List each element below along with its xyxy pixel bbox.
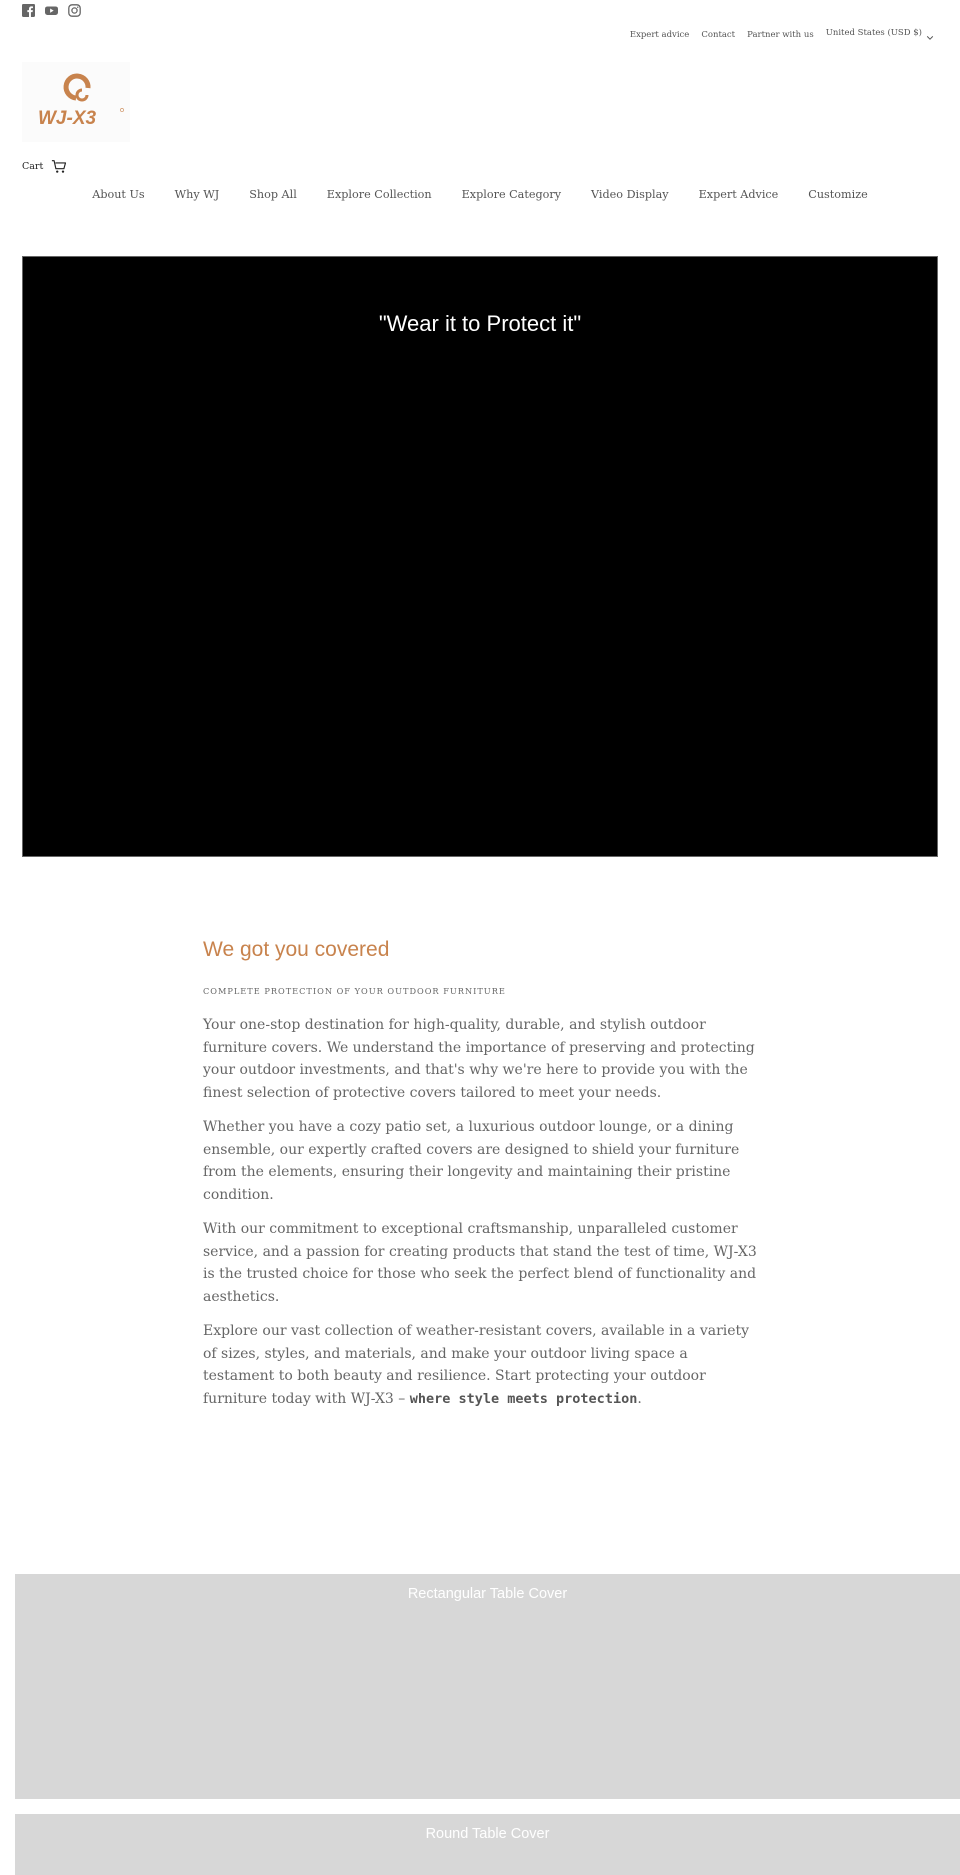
wj-x3-logo-icon xyxy=(36,72,126,132)
nav-about-us[interactable]: About Us xyxy=(92,188,145,201)
hero-title: "Wear it to Protect it" xyxy=(378,311,582,336)
cart-link[interactable] xyxy=(22,159,67,174)
nav-why-wj[interactable]: Why WJ xyxy=(174,188,220,201)
intro-heading: We got you covered xyxy=(203,938,390,961)
logo-wordmark: WJ-X3 xyxy=(38,108,97,129)
chevron-down-icon xyxy=(926,34,934,42)
currency-selector[interactable] xyxy=(826,28,934,42)
intro-last-text: Explore our vast collection of weather-resistant covers, available in a variety of sizes, styles, and materials, and make your outdoor living space a testament to both beauty and resilience. Start protecting your outdoor furniture today with WJ-X3 – xyxy=(203,1323,750,1407)
youtube-icon[interactable] xyxy=(45,4,58,17)
intro-paragraph: With our commitment to exceptional craftsmanship, unparalleled customer service, and a passion for creating products that stand the test of time, WJ-X3 is the trusted choice for those who seek the perfect blend of functionality and aesthetics. xyxy=(203,1221,757,1305)
shopping-cart-icon xyxy=(51,159,67,174)
category-card-round[interactable] xyxy=(15,1814,960,1875)
intro-paragraph-last xyxy=(203,1320,760,1410)
utility-nav xyxy=(630,28,934,42)
nav-explore-collection[interactable]: Explore Collection xyxy=(326,188,432,201)
nav-shop-all[interactable]: Shop All xyxy=(249,188,297,201)
util-link-expert-advice[interactable]: Expert advice xyxy=(629,30,690,40)
util-link-partner[interactable]: Partner with us xyxy=(747,30,814,40)
nav-customize[interactable]: Customize xyxy=(808,188,868,201)
intro-last-end: . xyxy=(637,1390,642,1407)
intro-paragraph: Whether you have a cozy patio set, a luxurious outdoor lounge, or a dining ensemble, our expertly crafted covers are designed to shield your furniture from the elements, ensuring their longevity and maintaining their pristine condition. xyxy=(203,1119,740,1203)
cart-label: Cart xyxy=(22,161,44,172)
intro-paragraph: Your one-stop destination for high-quality, durable, and stylish outdoor furniture covers. We understand the importance of preserving and protecting your outdoor investments, and that's why we're here to provide you with the finest selection of protective covers tailored to meet your needs. xyxy=(203,1017,755,1101)
category-card-label: Rectangular Table Cover xyxy=(407,1586,568,1602)
category-card-rectangular[interactable] xyxy=(15,1574,960,1799)
facebook-icon[interactable] xyxy=(22,4,35,17)
hero-video[interactable] xyxy=(22,256,938,857)
intro-subheading: COMPLETE PROTECTION OF YOUR OUTDOOR FURNITURE xyxy=(203,986,506,996)
intro-section xyxy=(203,938,760,1410)
nav-explore-category[interactable]: Explore Category xyxy=(461,188,562,201)
main-nav xyxy=(0,188,960,201)
category-card-label: Round Table Cover xyxy=(425,1826,550,1842)
currency-label: United States (USD $) xyxy=(825,28,922,38)
instagram-icon[interactable] xyxy=(68,4,81,17)
nav-expert-advice[interactable]: Expert Advice xyxy=(698,188,779,201)
intro-tagline: where style meets protection xyxy=(409,1390,638,1407)
social-links xyxy=(22,4,81,17)
site-logo[interactable] xyxy=(22,62,130,142)
util-link-contact[interactable]: Contact xyxy=(701,30,736,40)
nav-video-display[interactable]: Video Display xyxy=(591,188,669,201)
